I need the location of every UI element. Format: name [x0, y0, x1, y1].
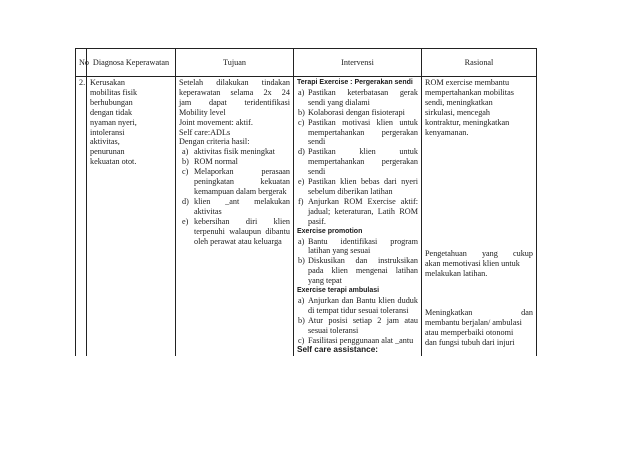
list-item: b) Atur posisi setiap 2 jam atau sesuai toleransi [298, 315, 418, 335]
header-intervensi: Intervensi [294, 49, 422, 77]
table-row [76, 77, 537, 357]
diagnosa-line: Kerusakan [90, 78, 126, 87]
list-item: b) Diskusikan dan instruksikan pada klien mengenai latihan yang tepat [298, 256, 418, 286]
list-item: b) ROM normal [182, 157, 238, 167]
header-no: No [76, 49, 87, 77]
intervensi-cell [294, 77, 422, 357]
tujuan-line: Self care:ADLs [179, 127, 231, 137]
list-item: a) aktivitas fisik meningkat [182, 147, 275, 157]
row-number: 2. [76, 77, 87, 357]
list-item: d) Pastikan klien untuk mempertahankan pergerakan sendi [298, 147, 418, 177]
rasional-block: Meningkatkan dan membantu berjalan/ ambulasi atau memperbaiki otonomi dan fungsi tubuh dari injuri [425, 308, 533, 347]
list-item: f) Anjurkan ROM Exercise aktif: jadual; keteraturan, Latih ROM pasif. [298, 196, 418, 226]
diagnosa-line: nyaman nyeri, [90, 117, 137, 127]
diagnosa-line: berhubungan [90, 97, 133, 107]
rasional-cell [422, 77, 537, 357]
header-diagnosa: Diagnosa Keperawatan [87, 49, 176, 77]
header-tujuan: Tujuan [176, 49, 294, 77]
diagnosa-line: penurunan [90, 147, 125, 157]
intervensi-list [297, 237, 418, 287]
tujuan-line: Joint movement: aktif. [179, 117, 253, 127]
tujuan-line: Mobility level [179, 107, 226, 117]
diagnosa-line: dengan tidak [90, 107, 133, 117]
section-title: Exercise terapi ambulasi [297, 287, 380, 295]
rasional-block: ROM exercise membantu mempertahankan mobilitas sendi, meningkatkan sirkulasi, mencegah kontraktur, meningkatkan kenyamanan. [425, 78, 514, 137]
rasional-block: Pengetahuan yang cukup akan memotivasi klien untuk melakukan latihan. [425, 249, 533, 279]
tujuan-line: Dengan criteria hasil: [179, 137, 250, 147]
header-row [76, 49, 537, 77]
diagnosa-line: intoleransi [90, 127, 125, 137]
list-item: c) Melaporkan perasaan peningkatan kekuatan kemampuan dalam bergerak [182, 167, 290, 196]
intervensi-list [297, 296, 418, 346]
self-care-heading: Self care assistance: [297, 345, 379, 355]
list-item: a) Pastikan keterbatasan gerak sendi yang dialami [298, 87, 418, 107]
list-item: e) kebersihan diri klien terpenuhi walaupun dibantu oleh perawat atau keluarga [182, 216, 290, 246]
diagnosa-line: kekuatan otot. [90, 157, 137, 167]
list-item: a) Anjurkan dan Bantu klien duduk di tempat tidur sesuai toleransi [298, 295, 418, 315]
header-rasional: Rasional [422, 49, 537, 77]
intervensi-list [297, 88, 418, 227]
list-item: e) Pastikan klien bebas dari nyeri sebelum diberikan latihan [298, 177, 418, 196]
tujuan-line: keperawatan selama 2x 24 [179, 87, 290, 97]
tujuan-cell [176, 77, 294, 357]
section-title: Terapi Exercise : Pergerakan sendi [297, 79, 413, 86]
list-item: a) Bantu identifikasi program latihan yang sesuai [298, 236, 418, 256]
list-item: c) Fasilitasi penggunaan alat _antu [298, 335, 414, 345]
diagnosa-line: mobilitas fisik [90, 87, 138, 97]
list-item: c) Pastikan motivasi klien untuk mempertahankan pergerakan sendi [298, 117, 418, 147]
list-item: b) Kolaborasi dengan fisioterapi [298, 107, 405, 117]
criteria-list [179, 147, 290, 246]
section-title: Exercise promotion [297, 227, 363, 235]
list-item: d) klien _ant melakukan aktivitas [182, 196, 290, 216]
diagnosa-cell [87, 77, 176, 357]
nursing-care-plan-table [75, 48, 537, 356]
tujuan-line: Setelah dilakukan tindakan [179, 78, 290, 87]
diagnosa-line: aktivitas, [90, 137, 120, 147]
tujuan-line: jam dapat teridentifikasi [179, 97, 290, 107]
